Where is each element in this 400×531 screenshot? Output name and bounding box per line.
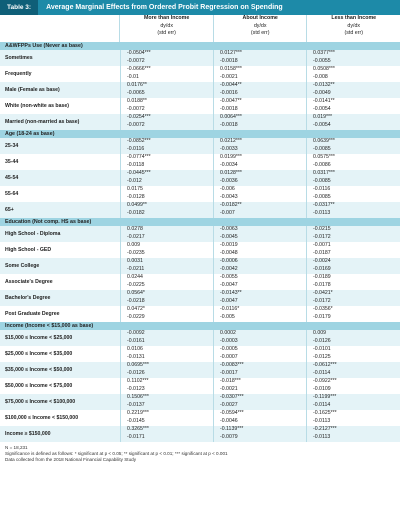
value-cell — [120, 290, 213, 306]
marginal-effect: 0.1102*** — [127, 378, 149, 384]
standard-error: -0.0047 — [220, 297, 238, 304]
value-cell — [120, 114, 213, 130]
value-cell — [120, 170, 213, 186]
value-cell — [120, 394, 213, 410]
value-cell — [120, 82, 213, 98]
value-cell — [213, 66, 306, 82]
table-row — [0, 290, 400, 306]
table-row — [0, 154, 400, 170]
marginal-effect: 0.0176** — [127, 82, 147, 88]
column-header-name: About Income — [242, 15, 278, 21]
marginal-effect: -0.0356* — [313, 306, 333, 312]
row-label: 35-44 — [5, 159, 19, 165]
standard-error: -0.0118 — [127, 161, 145, 168]
table-row — [0, 330, 400, 346]
marginal-effect: 0.1506*** — [127, 394, 149, 400]
value-cell — [306, 346, 399, 362]
standard-error: -0.0043 — [220, 193, 238, 200]
row-label: Sometimes — [5, 55, 33, 61]
standard-error: -0.005 — [220, 313, 235, 320]
standard-error: -0.0018 — [220, 105, 238, 112]
marginal-effect: -0.0044** — [220, 82, 242, 88]
marginal-effect: -0.0774*** — [127, 154, 151, 160]
value-cell — [213, 274, 306, 290]
table-row — [0, 66, 400, 82]
standard-error: -0.0085 — [313, 193, 331, 200]
table-number: Table 3: — [0, 0, 38, 15]
row-label: Married (non-married as base) — [5, 119, 80, 125]
marginal-effect: 0.0064*** — [220, 114, 242, 120]
value-cell — [306, 306, 399, 322]
marginal-effect: -0.0612*** — [313, 362, 337, 368]
marginal-effect: 0.0127*** — [220, 50, 242, 56]
standard-error: -0.0217 — [127, 233, 145, 240]
table-row — [0, 306, 400, 322]
standard-error: -0.0047 — [220, 281, 238, 288]
value-cell — [213, 242, 306, 258]
marginal-effect: 0.0199*** — [220, 154, 242, 160]
table-row — [0, 378, 400, 394]
standard-error: -0.008 — [313, 73, 328, 80]
standard-error: -0.0187 — [313, 249, 331, 256]
marginal-effect: -0.0083*** — [220, 362, 244, 368]
marginal-effect: -0.1139*** — [220, 426, 244, 432]
row-label: High School - Diploma — [5, 231, 61, 237]
standard-error: -0.0125 — [313, 353, 331, 360]
standard-error: -0.0072 — [127, 57, 145, 64]
marginal-effect: 0.0508*** — [313, 66, 335, 72]
value-cell — [120, 138, 213, 154]
value-cell — [120, 226, 213, 242]
standard-error: -0.0225 — [127, 281, 145, 288]
section-header: Income (Income < $15,000 as base) — [0, 322, 400, 330]
marginal-effect: -0.0132** — [313, 82, 335, 88]
standard-error: -0.007 — [220, 209, 235, 216]
value-cell — [306, 66, 399, 82]
marginal-effect: -0.0141** — [313, 98, 335, 104]
table-row — [0, 170, 400, 186]
table-row — [0, 274, 400, 290]
column-header-sub: (std err) — [344, 30, 363, 37]
row-label: 25-34 — [5, 143, 19, 149]
standard-error: -0.01 — [127, 73, 139, 80]
section-header: Education (Not comp. HS as base) — [0, 218, 400, 226]
marginal-effect: -0.0922*** — [313, 378, 337, 384]
column-header-sub: dy/dx — [253, 22, 267, 29]
value-cell — [306, 290, 399, 306]
table-row — [0, 226, 400, 242]
marginal-effect: -0.0101 — [313, 346, 331, 352]
column-header-sub: (std err) — [157, 30, 176, 37]
marginal-effect: -0.0143** — [220, 290, 242, 296]
value-cell — [120, 410, 213, 426]
value-cell — [120, 426, 213, 442]
marginal-effect: -0.0182** — [220, 202, 242, 208]
value-cell — [306, 50, 399, 66]
row-label: Bachelor's Degree — [5, 295, 51, 301]
table-row — [0, 242, 400, 258]
table-row — [0, 186, 400, 202]
column-header-row — [0, 15, 400, 42]
column-header-sub: dy/dx — [160, 22, 173, 29]
value-cell — [306, 154, 399, 170]
standard-error: -0.0235 — [127, 249, 145, 256]
column-header-sub: dy/dx — [347, 22, 361, 29]
value-cell — [306, 274, 399, 290]
standard-error: -0.0007 — [220, 353, 238, 360]
marginal-effect: 0.0377*** — [313, 50, 335, 56]
marginal-effect: -0.0019 — [220, 242, 238, 248]
standard-error: -0.0046 — [220, 417, 238, 424]
table-row — [0, 362, 400, 378]
standard-error: -0.0086 — [313, 161, 331, 168]
value-cell — [213, 258, 306, 274]
standard-error: -0.0211 — [127, 265, 145, 272]
note-sample-size: N = 18,231 — [5, 445, 28, 450]
standard-error: -0.0085 — [313, 177, 331, 184]
value-cell — [120, 306, 213, 322]
table-row — [0, 50, 400, 66]
standard-error: -0.0126 — [127, 369, 145, 376]
standard-error: -0.0016 — [220, 89, 238, 96]
table-title: Average Marginal Effects from Ordered Probit Regression on Spending — [46, 4, 283, 11]
row-label: Frequently — [5, 71, 32, 77]
row-label: White (non-white as base) — [5, 103, 69, 109]
table-row — [0, 258, 400, 274]
marginal-effect: -0.0307*** — [220, 394, 244, 400]
value-cell — [213, 186, 306, 202]
marginal-effect: -0.006 — [220, 186, 235, 192]
row-label: Associate's Degree — [5, 279, 53, 285]
standard-error: -0.0172 — [313, 297, 331, 304]
value-cell — [306, 202, 399, 218]
standard-error: -0.0018 — [220, 121, 238, 128]
table-row — [0, 394, 400, 410]
row-label: 55-64 — [5, 191, 19, 197]
marginal-effect: 0.0317*** — [313, 170, 335, 176]
standard-error: -0.0113 — [313, 433, 331, 440]
standard-error: -0.0072 — [127, 105, 145, 112]
standard-error: -0.0065 — [127, 89, 145, 96]
marginal-effect: 0.0031 — [127, 258, 143, 264]
value-cell — [213, 290, 306, 306]
marginal-effect: -0.0071 — [313, 242, 331, 248]
standard-error: -0.0045 — [220, 233, 238, 240]
standard-error: -0.0048 — [220, 249, 238, 256]
standard-error: -0.0021 — [220, 73, 238, 80]
marginal-effect: -0.0254*** — [127, 114, 151, 120]
marginal-effect: -0.0005 — [220, 346, 238, 352]
table-row — [0, 82, 400, 98]
table-notes — [0, 442, 400, 463]
value-cell — [120, 258, 213, 274]
value-cell — [213, 82, 306, 98]
value-cell — [306, 426, 399, 442]
value-cell — [306, 242, 399, 258]
row-label: $50,000 ≤ Income < $75,000 — [5, 383, 73, 389]
value-cell — [213, 426, 306, 442]
section-header: A&WFPPs Use (Never as base) — [0, 42, 400, 50]
value-cell — [213, 378, 306, 394]
value-cell — [306, 226, 399, 242]
standard-error: -0.0145 — [127, 417, 145, 424]
value-cell — [120, 378, 213, 394]
marginal-effect: 0.0188** — [127, 98, 147, 104]
row-label: $15,000 ≤ Income < $25,000 — [5, 335, 73, 341]
value-cell — [306, 98, 399, 114]
standard-error: -0.012 — [127, 177, 142, 184]
standard-error: -0.0229 — [127, 313, 145, 320]
table-row — [0, 138, 400, 154]
marginal-effect: 0.0575*** — [313, 154, 335, 160]
standard-error: -0.0172 — [313, 233, 331, 240]
value-cell — [213, 346, 306, 362]
standard-error: -0.0042 — [220, 265, 238, 272]
value-cell — [306, 258, 399, 274]
row-label: Male (Female as base) — [5, 87, 60, 93]
value-cell — [213, 362, 306, 378]
marginal-effect: -0.0504*** — [127, 50, 151, 56]
marginal-effect: 0.0175 — [127, 186, 143, 192]
value-cell — [120, 98, 213, 114]
value-cell — [213, 98, 306, 114]
value-cell — [120, 330, 213, 346]
value-cell — [213, 170, 306, 186]
value-cell — [306, 82, 399, 98]
marginal-effect: -0.0092 — [127, 330, 145, 336]
marginal-effect: -0.0317** — [313, 202, 335, 208]
standard-error: -0.0085 — [313, 145, 331, 152]
marginal-effect: -0.2127*** — [313, 426, 337, 432]
marginal-effect: 0.0639*** — [313, 138, 335, 144]
standard-error: -0.0182 — [127, 209, 145, 216]
table-body — [0, 42, 400, 442]
standard-error: -0.0161 — [127, 337, 145, 344]
marginal-effect: -0.1625*** — [313, 410, 337, 416]
standard-error: -0.0034 — [220, 161, 238, 168]
note-data-source: Data collected from the 2018 National Financial Capability Study — [5, 457, 136, 462]
value-cell — [120, 242, 213, 258]
table-row — [0, 202, 400, 218]
marginal-effect: -0.0189 — [313, 274, 331, 280]
marginal-effect: 0.0158*** — [220, 66, 242, 72]
standard-error: -0.0072 — [127, 121, 145, 128]
row-label: $35,000 ≤ Income < $50,000 — [5, 367, 73, 373]
column-header-name: More than Income — [144, 15, 190, 21]
value-cell — [213, 202, 306, 218]
column-header-more-than-income — [119, 15, 213, 42]
value-cell — [120, 186, 213, 202]
standard-error: -0.0114 — [313, 401, 331, 408]
marginal-effect: 0.0002 — [220, 330, 236, 336]
marginal-effect: 0.0564* — [127, 290, 145, 296]
standard-error: -0.0021 — [220, 385, 238, 392]
column-header-about-income — [213, 15, 307, 42]
table-title-bar — [0, 0, 400, 15]
row-label: Post Graduate Degree — [5, 311, 60, 317]
marginal-effect: -0.0445*** — [127, 170, 151, 176]
row-label: Income ≥ $150,000 — [5, 431, 51, 437]
standard-error: -0.0017 — [220, 369, 238, 376]
section-header: Age (18-24 as base) — [0, 130, 400, 138]
row-label: High School - GED — [5, 247, 52, 253]
row-label: Some College — [5, 263, 40, 269]
table-row — [0, 98, 400, 114]
standard-error: -0.0079 — [220, 433, 238, 440]
standard-error: -0.0054 — [313, 105, 331, 112]
value-cell — [120, 154, 213, 170]
row-label: $25,000 ≤ Income < $35,000 — [5, 351, 73, 357]
row-label: $100,000 ≤ Income < $150,000 — [5, 415, 79, 421]
value-cell — [213, 394, 306, 410]
column-header-name: Less than Income — [331, 15, 377, 21]
value-cell — [306, 330, 399, 346]
table-row — [0, 346, 400, 362]
value-cell — [213, 226, 306, 242]
value-cell — [213, 138, 306, 154]
marginal-effect: 0.0278 — [127, 226, 143, 232]
value-cell — [306, 362, 399, 378]
marginal-effect: 0.0128*** — [220, 170, 242, 176]
row-label: 45-54 — [5, 175, 19, 181]
standard-error: -0.0113 — [313, 417, 331, 424]
standard-error: -0.0171 — [127, 433, 145, 440]
marginal-effect: -0.0055 — [220, 274, 238, 280]
value-cell — [120, 66, 213, 82]
marginal-effect: -0.0006 — [220, 258, 238, 264]
marginal-effect: 0.0695*** — [127, 362, 149, 368]
marginal-effect: -0.0047** — [220, 98, 242, 104]
value-cell — [120, 202, 213, 218]
marginal-effect: -0.0063 — [220, 226, 238, 232]
value-cell — [213, 50, 306, 66]
marginal-effect: -0.018*** — [220, 378, 241, 384]
value-cell — [120, 346, 213, 362]
value-cell — [306, 394, 399, 410]
value-cell — [306, 138, 399, 154]
note-significance: Significance is defined as follows: * significant at p < 0.05; ** significant at p < 0.01; *** significant at p < 0.001 — [5, 451, 228, 456]
column-header-less-than-income — [306, 15, 400, 42]
marginal-effect: -0.0215 — [313, 226, 331, 232]
standard-error: -0.0137 — [127, 401, 145, 408]
marginal-effect: 0.019*** — [313, 114, 333, 120]
standard-error: -0.0116 — [127, 145, 145, 152]
marginal-effect: 0.2219*** — [127, 410, 149, 416]
marginal-effect: -0.0116* — [220, 306, 240, 312]
standard-error: -0.0049 — [313, 89, 331, 96]
marginal-effect: -0.0594*** — [220, 410, 244, 416]
value-cell — [120, 50, 213, 66]
row-label: $75,000 ≤ Income < $100,000 — [5, 399, 76, 405]
value-cell — [120, 362, 213, 378]
value-cell — [120, 274, 213, 290]
standard-error: -0.0126 — [313, 337, 331, 344]
marginal-effect: -0.0666*** — [127, 66, 151, 72]
standard-error: -0.0109 — [313, 385, 331, 392]
table-row — [0, 410, 400, 426]
value-cell — [213, 154, 306, 170]
value-cell — [306, 114, 399, 130]
marginal-effect: -0.0852*** — [127, 138, 151, 144]
value-cell — [213, 410, 306, 426]
marginal-effect: -0.1199*** — [313, 394, 337, 400]
row-label: 65+ — [5, 207, 14, 213]
marginal-effect: 0.0244 — [127, 274, 143, 280]
marginal-effect: 0.009 — [127, 242, 140, 248]
column-header-sub: (std err) — [250, 30, 270, 37]
standard-error: -0.0113 — [313, 209, 331, 216]
standard-error: -0.0027 — [220, 401, 238, 408]
marginal-effect: -0.0024 — [313, 258, 331, 264]
marginal-effect: -0.0116 — [313, 186, 331, 192]
marginal-effect: 0.0499** — [127, 202, 147, 208]
marginal-effect: 0.3265*** — [127, 426, 149, 432]
standard-error: -0.0128 — [127, 193, 145, 200]
standard-error: -0.0179 — [313, 313, 331, 320]
standard-error: -0.0123 — [127, 385, 145, 392]
standard-error: -0.0033 — [220, 145, 238, 152]
marginal-effect: 0.0106 — [127, 346, 143, 352]
standard-error: -0.0003 — [220, 337, 238, 344]
standard-error: -0.0218 — [127, 297, 145, 304]
marginal-effect: 0.009 — [313, 330, 326, 336]
value-cell — [306, 170, 399, 186]
value-cell — [213, 330, 306, 346]
marginal-effect: -0.0421* — [313, 290, 333, 296]
standard-error: -0.0131 — [127, 353, 145, 360]
table-row — [0, 426, 400, 442]
standard-error: -0.0054 — [313, 121, 331, 128]
table-row — [0, 114, 400, 130]
value-cell — [306, 378, 399, 394]
standard-error: -0.0114 — [313, 369, 331, 376]
column-header-blank — [0, 15, 119, 42]
standard-error: -0.0036 — [220, 177, 238, 184]
value-cell — [213, 306, 306, 322]
standard-error: -0.0055 — [313, 57, 331, 64]
marginal-effect: 0.0472* — [127, 306, 145, 312]
standard-error: -0.0178 — [313, 281, 331, 288]
value-cell — [213, 114, 306, 130]
standard-error: -0.0169 — [313, 265, 331, 272]
standard-error: -0.0018 — [220, 57, 238, 64]
value-cell — [306, 410, 399, 426]
value-cell — [306, 186, 399, 202]
marginal-effect: 0.0212*** — [220, 138, 242, 144]
